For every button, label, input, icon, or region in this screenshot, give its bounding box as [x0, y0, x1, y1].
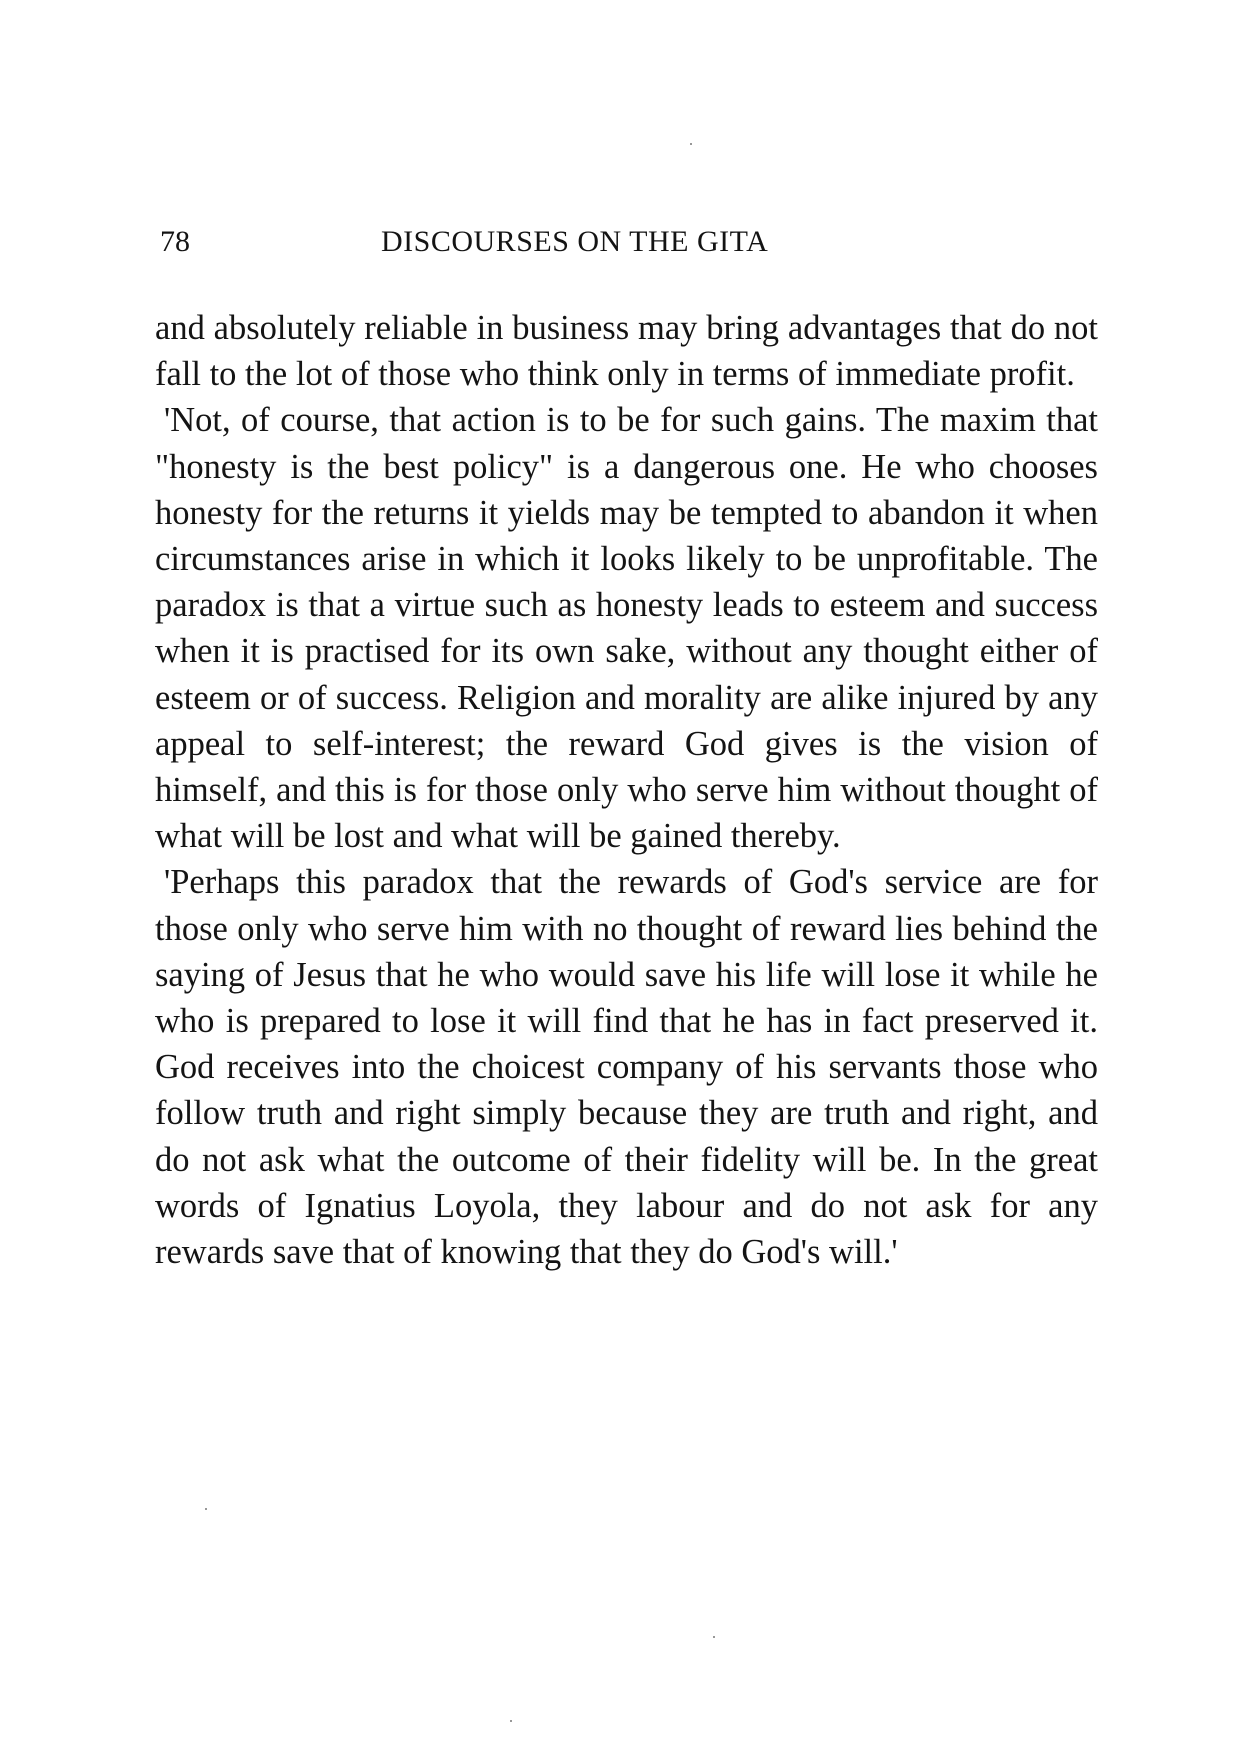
paragraph-honesty-maxim: 'Not, of course, that action is to be for such gains. The maxim that "honesty is the best policy" is a dangerous one. He who chooses honesty for the returns it yields may be tempted to abandon it when circumstances arise in which it looks likely to be unprofitable. The paradox is that a virtue such as honesty leads to esteem and success when it is practised for its own sake, without any thought either of esteem or of success. Religion and morality are alike injured by any appeal to self-interest; the reward God gives is the vision of himself, and this is for those only who serve him without thought of what will be lost and what will be gained thereby. — [155, 401, 1098, 856]
scan-speck — [713, 1636, 715, 1638]
running-title: DISCOURSES ON THE GITA — [381, 225, 769, 258]
running-head — [160, 222, 1095, 262]
scan-speck — [510, 1720, 512, 1722]
page-number: 78 — [160, 225, 190, 258]
body-text — [155, 305, 1098, 1275]
scan-speck — [205, 1508, 207, 1510]
paragraph-paradox-of-reward: 'Perhaps this paradox that the rewards of God's service are for those only who serve him with no thought of reward lies behind the saying of Jesus that he who would save his life will lose it while he who is prepared to lose it will find that he has in fact preserved it. God receives into the choicest company of his servants those who follow truth and right simply because they are truth and right, and do not ask what the outcome of their fidelity will be. In the great words of Ignatius Loyola, they labour and do not ask for any rewards save that of knowing that they do God's will.' — [155, 863, 1098, 1272]
scan-speck — [690, 143, 692, 145]
paragraph-continuation: and absolutely reliable in business may bring advantages that do not fall to the lot of those who think only in terms of immediate profit. — [155, 309, 1098, 394]
